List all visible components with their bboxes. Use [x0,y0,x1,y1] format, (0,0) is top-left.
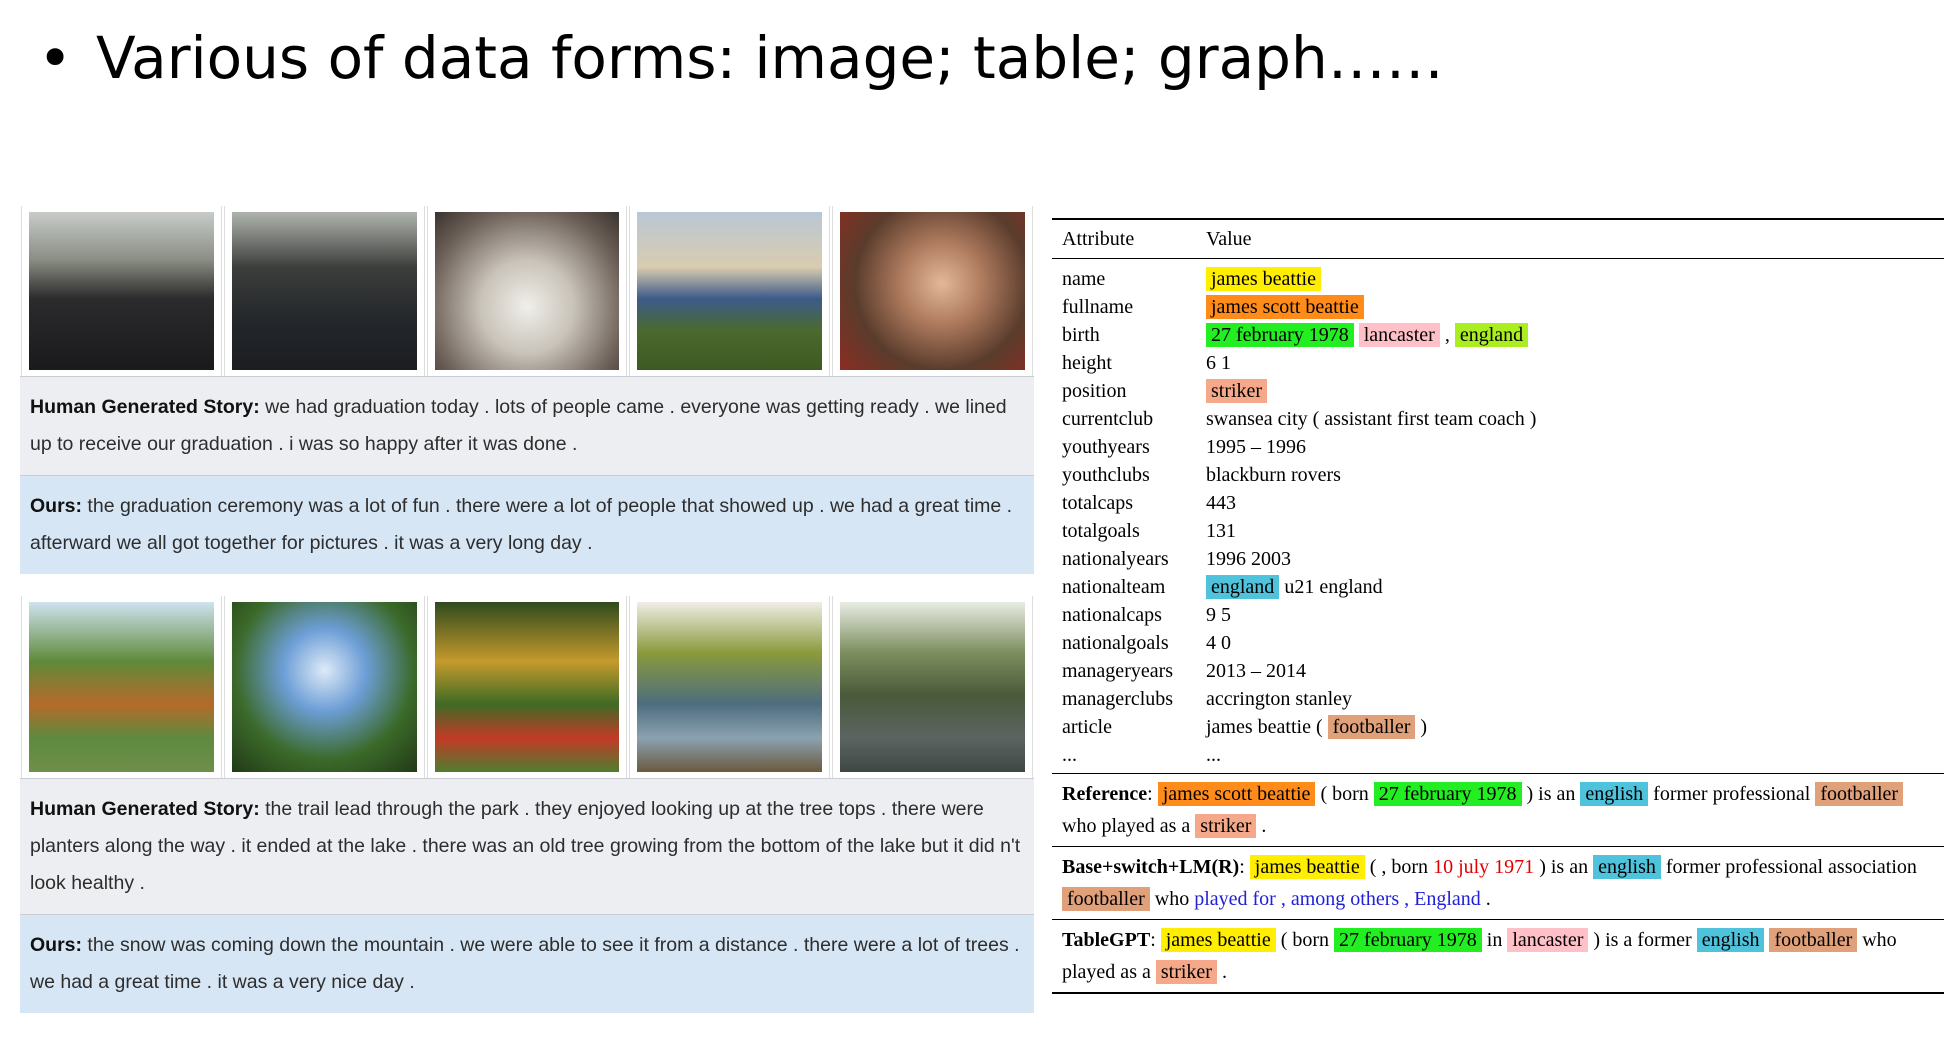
value-cell: 2013 – 2014 [1206,659,1306,682]
sentence-text: former professional [1665,856,1824,878]
value-cell: 4 0 [1206,631,1231,654]
value-text: u21 england [1284,575,1383,598]
photo-smiling-woman [832,206,1033,376]
story-panel-park [20,596,1034,1013]
header-rule [1052,258,1944,259]
highlight-job: footballer [1815,782,1903,806]
highlight-position: striker [1195,814,1256,838]
value-highlight: james beattie [1206,267,1321,291]
highlight-name: james beattie [1161,928,1276,952]
table-row [1052,601,1944,629]
human-story-text: the trail lead through the park . they enjoyed looking up at the tree tops . there were planters along the way . it ended at the lake . there was an old tree growing from the bottom of the lake but it did n't look healthy . [30,798,1021,894]
attr-cell: managerclubs [1062,687,1174,710]
value-text: , [1444,323,1450,346]
reference-sentence [1052,774,1944,846]
story-panel-graduation [20,206,1034,574]
attr-cell: currentclub [1062,407,1154,430]
highlight-name: james scott beattie [1158,782,1316,806]
table-row [1052,433,1944,461]
table-row [1052,629,1944,657]
sentence-text: in [1486,929,1503,951]
human-story-text: we had graduation today . lots of people came . everyone was getting ready . we lined up to receive our graduation . i was so happy after it was done . [30,396,1007,455]
highlight-date: 27 february 1978 [1374,782,1522,806]
value-highlight: 27 february 1978 [1206,323,1354,347]
value-cell: blackburn rovers [1206,463,1341,486]
table-row [1052,713,1944,741]
sentence-text: former professional [1653,783,1811,805]
value-cell: 9 5 [1206,603,1231,626]
human-story-park [20,778,1034,915]
attr-cell: nationalteam [1062,575,1166,598]
attr-cell: article [1062,715,1112,738]
value-text: ) [1420,715,1428,738]
table-bottom-rule [1052,992,1944,994]
highlight-nationality: english [1697,928,1765,952]
highlight-job: footballer [1062,887,1150,911]
value-cell: 131 [1206,519,1236,542]
attr-cell: manageryears [1062,659,1174,682]
highlight-name: james beattie [1250,855,1365,879]
value-cell: accrington stanley [1206,687,1353,710]
ours-story-park [20,915,1034,1013]
photo-old-tree [832,596,1033,778]
table-row [1052,517,1944,545]
attr-cell: nationalcaps [1062,603,1162,626]
slide-title [38,18,1444,98]
hallucinated-text: played for , among others , England [1194,888,1481,910]
photo-graduates-crowd [224,206,425,376]
tablegpt-sentence [1052,920,1944,992]
photo-lake [629,596,830,778]
attr-cell: totalgoals [1062,519,1140,542]
attr-cell: height [1062,351,1112,374]
photo-white-gowns [427,206,628,376]
sentence-text: . [1485,888,1491,910]
photo-strip-graduation [20,206,1034,376]
table-row [1052,321,1944,349]
highlight-date: 27 february 1978 [1334,928,1482,952]
sentence-text: who [1154,888,1190,910]
sentence-text: association [1828,856,1917,878]
table-row [1052,405,1944,433]
attr-cell: nationalyears [1062,547,1169,570]
attr-cell: totalcaps [1062,491,1134,514]
table-row [1052,377,1944,405]
table-to-text-example [1052,218,1944,994]
value-highlight: james scott beattie [1206,295,1364,319]
ours-text: the snow was coming down the mountain . we were able to see it from a distance . there were a lot of trees . we had a great time . it was a very nice day . [30,934,1020,993]
sentence-text: ) is an [1539,856,1589,878]
highlight-place: lancaster [1507,928,1588,952]
sentence-text: who played as a [1062,815,1191,837]
table-row [1052,741,1944,769]
table-row [1052,573,1944,601]
value-cell: 1995 – 1996 [1206,435,1306,458]
ours-label: Ours: [30,934,83,956]
sentence-text: ) is a former [1593,929,1692,951]
attr-cell: fullname [1062,295,1134,318]
colon: : [1147,783,1153,805]
value-highlight: striker [1206,379,1267,403]
attr-cell: ... [1062,743,1077,766]
value-cell: swansea city ( assistant first team coach ) [1206,407,1537,430]
reference-label: Reference [1062,783,1148,805]
attr-cell: youthyears [1062,435,1150,458]
ours-label: Ours: [30,495,83,517]
highlight-nationality: english [1593,855,1661,879]
wrong-date: 10 july 1971 [1433,856,1535,878]
table-row [1052,685,1944,713]
photo-tree-tops [224,596,425,778]
value-cell: ... [1206,743,1221,766]
tablegpt-label: TableGPT [1062,929,1151,951]
bullet: • [38,24,73,92]
value-cell: 6 1 [1206,351,1231,374]
sentence-text: who played as a [1062,929,1897,983]
sentence-text: . [1261,815,1267,837]
sentence-text: . [1221,961,1227,983]
value-highlight: england [1455,323,1528,347]
col-header-attribute: Attribute [1062,227,1135,250]
table-row [1052,545,1944,573]
sentence-text: ( born [1280,929,1330,951]
attr-cell: name [1062,267,1106,290]
slide-title-text: Various of data forms: image; table; graph…… [96,24,1444,92]
table-row [1052,349,1944,377]
human-story-graduation [20,376,1034,476]
base-sentence [1052,847,1944,919]
table-row [1052,293,1944,321]
highlight-nationality: english [1580,782,1648,806]
photo-planters [427,596,628,778]
photo-stadium-field [629,206,830,376]
highlight-job: footballer [1769,928,1857,952]
col-header-value: Value [1206,227,1252,250]
highlight-position: striker [1156,960,1217,984]
sentence-text: ( , born [1369,856,1429,878]
photo-strip-park [20,596,1034,778]
table-row [1052,265,1944,293]
human-story-label: Human Generated Story: [30,396,260,418]
attr-cell: birth [1062,323,1100,346]
value-highlight: england [1206,575,1279,599]
sentence-text: ) is an [1526,783,1576,805]
attr-cell: nationalgoals [1062,631,1169,654]
ours-story-graduation [20,476,1034,574]
attr-cell: position [1062,379,1127,402]
value-cell: 1996 2003 [1206,547,1291,570]
attr-cell: youthclubs [1062,463,1150,486]
base-label: Base+switch+LM(R) [1062,856,1240,878]
value-text: james beattie ( [1206,715,1323,738]
human-story-label: Human Generated Story: [30,798,260,820]
ours-text: the graduation ceremony was a lot of fun . there were a lot of people that showed up . we had a great time . afterward we all got together for pictures . it was a very long day . [30,495,1013,554]
value-cell: 443 [1206,491,1236,514]
value-highlight: lancaster [1359,323,1440,347]
colon: : [1239,856,1245,878]
table-row [1052,489,1944,517]
photo-graduates-caps [21,206,222,376]
photo-park-trail [21,596,222,778]
sentence-text: ( born [1320,783,1369,805]
colon: : [1150,929,1156,951]
table-header [1052,220,1944,258]
table-row [1052,657,1944,685]
table-row [1052,461,1944,489]
value-highlight: footballer [1328,715,1416,739]
